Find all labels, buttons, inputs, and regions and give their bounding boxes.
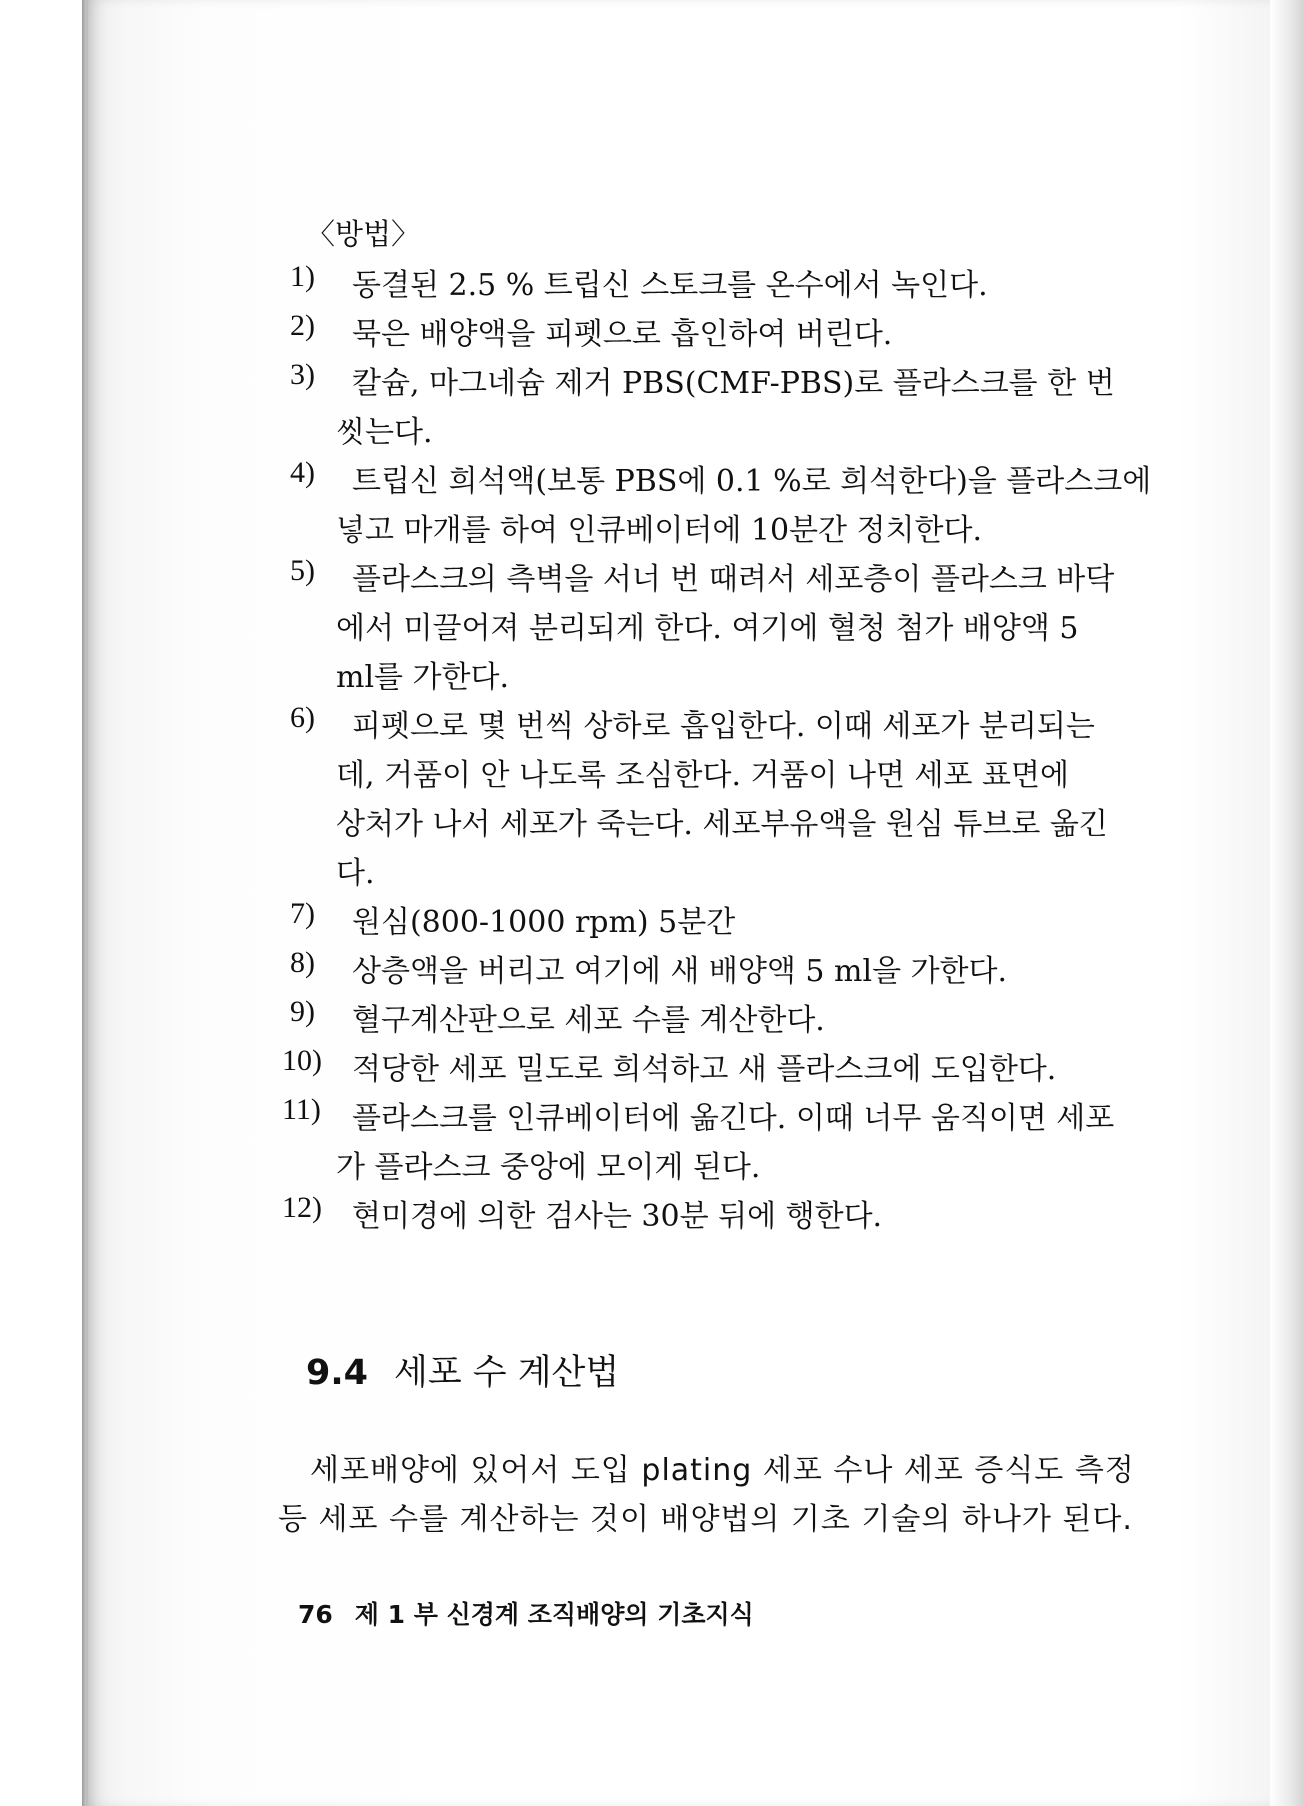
step-number: 12) <box>282 1191 322 1224</box>
step-number: 10) <box>282 1044 322 1077</box>
step-text-continuation: 넣고 마개를 하여 인큐베이터에 10분간 정치한다. <box>336 513 983 548</box>
step-text: 피펫으로 몇 번씩 상하로 흡입한다. 이때 세포가 분리되는 <box>352 709 1095 744</box>
step-text: 상층액을 버리고 여기에 새 배양액 5 ml을 가한다. <box>352 954 1008 989</box>
intro-line-2: 등 세포 수를 계산하는 것이 배양법의 기초 기술의 하나가 된다. <box>278 1502 1133 1537</box>
page-edge <box>1270 0 1304 1806</box>
step-text-continuation: ml를 가한다. <box>336 660 510 695</box>
step-text: 현미경에 의한 검사는 30분 뒤에 행한다. <box>352 1199 883 1234</box>
section-heading <box>306 1345 619 1395</box>
running-title: 제 1 부 신경계 조직배양의 기초지식 <box>354 1600 754 1629</box>
page-number: 76 <box>298 1600 333 1629</box>
method-heading: 〈방법〉 <box>306 217 421 251</box>
step-text-continuation: 씻는다. <box>336 415 433 450</box>
step-text-continuation: 다. <box>336 856 375 891</box>
page-footer <box>298 1595 754 1631</box>
step-text: 묵은 배양액을 피펫으로 흡인하여 버린다. <box>352 317 893 352</box>
step-number: 5) <box>290 554 315 587</box>
step-number: 8) <box>290 946 315 979</box>
step-text-continuation: 가 플라스크 중앙에 모이게 된다. <box>336 1150 761 1185</box>
intro-line-1: 세포배양에 있어서 도입 plating 세포 수나 세포 증식도 측정 <box>310 1453 1135 1488</box>
step-text-continuation: 상처가 나서 세포가 죽는다. 세포부유액을 원심 튜브로 옮긴 <box>336 807 1108 842</box>
step-text: 칼슘, 마그네슘 제거 PBS(CMF-PBS)로 플라스크를 한 번 <box>352 366 1115 401</box>
step-number: 11) <box>282 1093 321 1126</box>
step-text: 트립신 희석액(보통 PBS에 0.1 %로 희석한다)을 플라스크에 <box>352 464 1152 499</box>
step-number: 4) <box>290 456 315 489</box>
step-number: 3) <box>290 358 315 391</box>
step-number: 6) <box>290 701 315 734</box>
step-text: 플라스크의 측벽을 서너 번 때려서 세포층이 플라스크 바닥 <box>352 562 1115 597</box>
step-text: 적당한 세포 밀도로 희석하고 새 플라스크에 도입한다. <box>352 1052 1057 1087</box>
step-text: 플라스크를 인큐베이터에 옮긴다. 이때 너무 움직이면 세포 <box>352 1101 1115 1136</box>
step-number: 9) <box>290 995 315 1028</box>
step-text-continuation: 에서 미끌어져 분리되게 한다. 여기에 혈청 첨가 배양액 5 <box>336 611 1079 646</box>
step-text: 동결된 2.5 % 트립신 스토크를 온수에서 녹인다. <box>352 268 988 303</box>
section-title: 세포 수 계산법 <box>394 1353 620 1393</box>
step-text: 원심(800-1000 rpm) 5분간 <box>352 905 736 940</box>
step-text: 혈구계산판으로 세포 수를 계산한다. <box>352 1003 825 1038</box>
step-number: 7) <box>290 897 315 930</box>
step-number: 1) <box>290 260 315 293</box>
section-number: 9.4 <box>306 1353 369 1393</box>
step-number: 2) <box>290 309 315 342</box>
step-text-continuation: 데, 거품이 안 나도록 조심한다. 거품이 나면 세포 표면에 <box>336 758 1069 793</box>
